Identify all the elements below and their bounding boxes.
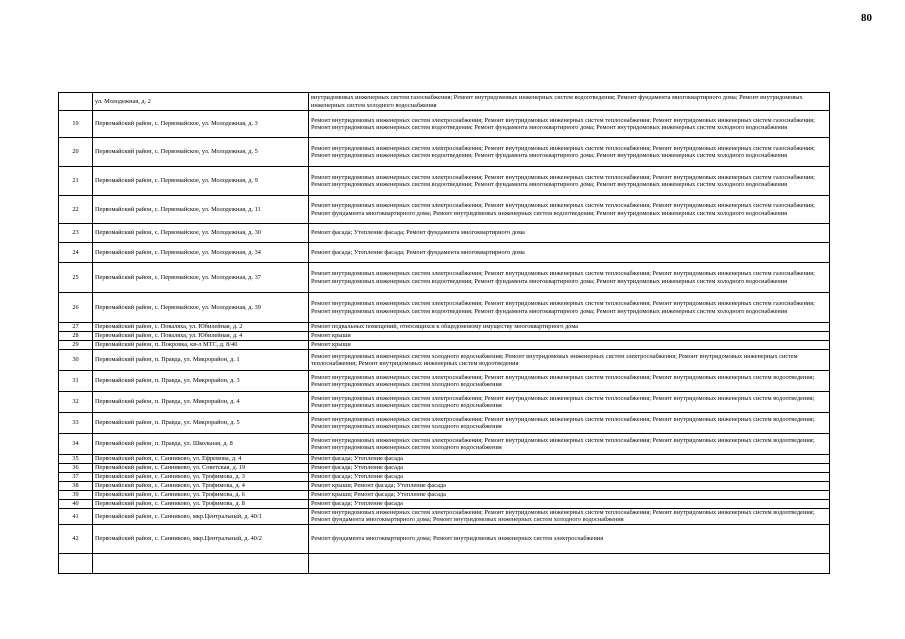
work-types-cell: Ремонт фундамента многоквартирного дома; Ремонт внутридомовых инженерных систем электроснабжения [309, 524, 830, 553]
address-cell: Первомайский район, с. Поваляха, ул. Юбилейная, д. 4 [93, 332, 309, 341]
row-number: 28 [59, 332, 93, 341]
row-number: 40 [59, 500, 93, 509]
table-row [59, 196, 830, 224]
work-types-cell: Ремонт фасада; Утепление фасада [309, 455, 830, 464]
row-number: 24 [59, 243, 93, 263]
table-row [59, 473, 830, 482]
row-number: 37 [59, 473, 93, 482]
table-row [59, 263, 830, 293]
address-cell: Первомайский район, п. Правда, ул. Школьная, д. 8 [93, 434, 309, 455]
work-types-cell: Ремонт фасада; Утепление фасада [309, 500, 830, 509]
work-types-cell: Ремонт внутридомовых инженерных систем электроснабжения; Ремонт внутридомовых инженерных систем теплоснабжения; Ремонт внутридомовых инженерных систем газоснабжения; Ремонт внутридомовых инженерных систем водоотведения; Ремонт фундамента многоквартирного дома; Ремонт внутридомовых инженерных систем холодного водоснабжения [309, 111, 830, 138]
address-cell: Первомайский район, с. Первомайское, ул. Молодежная, д. 3 [93, 111, 309, 138]
table-row [59, 464, 830, 473]
address-cell: Первомайский район, с. Первомайское, ул. Молодежная, д. 37 [93, 263, 309, 293]
row-number: 35 [59, 455, 93, 464]
row-number: 39 [59, 491, 93, 500]
table-row [59, 293, 830, 323]
address-cell: Первомайский район, с. Санниково, ул. Ефремова, д. 4 [93, 455, 309, 464]
row-number: 29 [59, 341, 93, 350]
address-cell: Первомайский район, с. Санниково, ул. Трофимова, д. 3 [93, 473, 309, 482]
address-cell: Первомайский район, с. Санниково, ул. Советская, д. 19 [93, 464, 309, 473]
work-types-cell: Ремонт фасада; Утепление фасада; Ремонт фундамента многоквартирного дома [309, 243, 830, 263]
row-number: 36 [59, 464, 93, 473]
row-number: 38 [59, 482, 93, 491]
work-types-cell: Ремонт внутридомовых инженерных систем электроснабжения; Ремонт внутридомовых инженерных систем теплоснабжения; Ремонт внутридомовых инженерных систем газоснабжения; Ремонт фундамента многоквартирного дома; Ремонт внутридомовых инженерных систем водоотведения; Ремонт внутридомовых инженерных систем холодного водоснабжения [309, 196, 830, 224]
work-types-cell: Ремонт внутридомовых инженерных систем электроснабжения; Ремонт внутридомовых инженерных систем теплоснабжения; Ремонт внутридомовых инженерных систем водоотведения; Ремонт внутридомовых инженерных систем холодного водоснабжения [309, 392, 830, 413]
row-number: 41 [59, 509, 93, 525]
work-types-cell: Ремонт внутридомовых инженерных систем электроснабжения; Ремонт внутридомовых инженерных систем теплоснабжения; Ремонт внутридомовых инженерных систем водоотведения; Ремонт внутридомовых инженерных систем холодного водоснабжения [309, 434, 830, 455]
address-cell: Первомайский район, с. Первомайское, ул. Молодежная, д. 11 [93, 196, 309, 224]
work-types-cell: Ремонт внутридомовых инженерных систем электроснабжения; Ремонт внутридомовых инженерных систем теплоснабжения; Ремонт внутридомовых инженерных систем газоснабжения; Ремонт внутридомовых инженерных систем водоотведения; Ремонт фундамента многоквартирного дома; Ремонт внутридомовых инженерных систем холодного водоснабжения [309, 293, 830, 323]
row-number: 31 [59, 371, 93, 392]
row-number: 21 [59, 167, 93, 196]
work-types-cell: Ремонт подвальных помещений, относящихся к общедомовому имуществу многоквартирного дома [309, 323, 830, 332]
work-types-cell: Ремонт крыши; Ремонт фасада; Утепление фасада [309, 491, 830, 500]
work-types-cell: Ремонт крыши [309, 341, 830, 350]
work-types-cell: внутридомовых инженерных систем газоснабжения; Ремонт внутридомовых инженерных систем водоотведения; Ремонт фундамента многоквартирного дома; Ремонт внутридомовых инженерных систем холодного водоснабжения [309, 93, 830, 111]
table-row [59, 167, 830, 196]
table-row [59, 482, 830, 491]
work-types-cell: Ремонт внутридомовых инженерных систем электроснабжения; Ремонт внутридомовых инженерных систем теплоснабжения; Ремонт внутридомовых инженерных систем газоснабжения; Ремонт внутридомовых инженерных систем водоотведения; Ремонт фундамента многоквартирного дома; Ремонт внутридомовых инженерных систем холодного водоснабжения [309, 167, 830, 196]
row-number: 27 [59, 323, 93, 332]
table-row [59, 553, 830, 573]
address-cell: Первомайский район, с. Первомайское, ул. Молодежная, д. 9 [93, 167, 309, 196]
address-cell: Первомайский район, с. Санниково, мкр.Центральный, д. 40/1 [93, 509, 309, 525]
table-body [59, 93, 830, 574]
work-types-cell [309, 553, 830, 573]
address-cell: ул. Молодежная, д. 2 [93, 93, 309, 111]
address-cell: Первомайский район, с. Первомайское, ул. Молодежная, д. 34 [93, 243, 309, 263]
table-row [59, 111, 830, 138]
address-cell: Первомайский район, с. Санниково, ул. Трофимова, д. 4 [93, 482, 309, 491]
row-number [59, 93, 93, 111]
row-number: 20 [59, 138, 93, 167]
work-types-cell: Ремонт внутридомовых инженерных систем электроснабжения; Ремонт внутридомовых инженерных систем теплоснабжения; Ремонт внутридомовых инженерных систем водоотведения; Ремонт внутридомовых инженерных систем холодного водоснабжения [309, 371, 830, 392]
table-row [59, 224, 830, 243]
table-row [59, 392, 830, 413]
table-row [59, 491, 830, 500]
work-types-cell: Ремонт фасада; Утепление фасада; Ремонт фундамента многоквартирного дома [309, 224, 830, 243]
table-row [59, 93, 830, 111]
row-number: 26 [59, 293, 93, 323]
table-row [59, 509, 830, 525]
table-row [59, 138, 830, 167]
address-cell: Первомайский район, с. Санниково, ул. Трофимова, д. 6 [93, 491, 309, 500]
table-row [59, 341, 830, 350]
address-cell: Первомайский район, п. Правда, ул. Микрорайон, д. 1 [93, 350, 309, 371]
address-cell: Первомайский район, п. Правда, ул. Микрорайон, д. 5 [93, 413, 309, 434]
work-types-cell: Ремонт крыши [309, 332, 830, 341]
address-cell: Первомайский район, с. Первомайское, ул. Молодежная, д. 5 [93, 138, 309, 167]
row-number: 22 [59, 196, 93, 224]
address-cell [93, 553, 309, 573]
address-cell: Первомайский район, с. Первомайское, ул. Молодежная, д. 39 [93, 293, 309, 323]
table-row [59, 332, 830, 341]
work-types-cell: Ремонт фасада; Утепление фасада [309, 473, 830, 482]
table-row [59, 524, 830, 553]
work-types-cell: Ремонт внутридомовых инженерных систем электроснабжения; Ремонт внутридомовых инженерных систем теплоснабжения; Ремонт внутридомовых инженерных систем газоснабжения; Ремонт внутридомовых инженерных систем водоотведения; Ремонт фундамента многоквартирного дома; Ремонт внутридомовых инженерных систем холодного водоснабжения [309, 138, 830, 167]
row-number: 30 [59, 350, 93, 371]
work-types-cell: Ремонт внутридомовых инженерных систем холодного водоснабжения; Ремонт внутридомовых инженерных систем электроснабжения; Ремонт внутридомовых инженерных систем теплоснабжения; Ремонт внутридомовых инженерных систем водоотведения [309, 350, 830, 371]
address-cell: Первомайский район, с. Первомайское, ул. Молодежная, д. 30 [93, 224, 309, 243]
row-number: 23 [59, 224, 93, 243]
row-number: 42 [59, 524, 93, 553]
table-row [59, 413, 830, 434]
work-types-cell: Ремонт фасада; Утепление фасада [309, 464, 830, 473]
table-row [59, 371, 830, 392]
repair-works-table [58, 92, 830, 574]
row-number [59, 553, 93, 573]
row-number: 32 [59, 392, 93, 413]
work-types-cell: Ремонт крыши; Ремонт фасада; Утепление фасада [309, 482, 830, 491]
table-row [59, 323, 830, 332]
row-number: 33 [59, 413, 93, 434]
table-row [59, 500, 830, 509]
table-row [59, 243, 830, 263]
address-cell: Первомайский район, с. Санниково, ул. Трофимова, д. 8 [93, 500, 309, 509]
table-row [59, 455, 830, 464]
address-cell: Первомайский район, п. Правда, ул. Микрорайон, д. 4 [93, 392, 309, 413]
row-number: 19 [59, 111, 93, 138]
row-number: 25 [59, 263, 93, 293]
work-types-cell: Ремонт внутридомовых инженерных систем электроснабжения; Ремонт внутридомовых инженерных систем теплоснабжения; Ремонт внутридомовых инженерных систем водоотведения; Ремонт внутридомовых инженерных систем холодного водоснабжения [309, 413, 830, 434]
table-row [59, 350, 830, 371]
work-types-cell: Ремонт внутридомовых инженерных систем электроснабжения; Ремонт внутридомовых инженерных систем теплоснабжения; Ремонт внутридомовых инженерных систем водоотведения; Ремонт фундамента многоквартирного дома; Ремонт внутридомовых инженерных систем холодного водоснабжения [309, 509, 830, 525]
work-types-cell: Ремонт внутридомовых инженерных систем электроснабжения; Ремонт внутридомовых инженерных систем теплоснабжения; Ремонт внутридомовых инженерных систем газоснабжения; Ремонт внутридомовых инженерных систем водоотведения; Ремонт фундамента многоквартирного дома; Ремонт внутридомовых инженерных систем холодного водоснабжения [309, 263, 830, 293]
row-number: 34 [59, 434, 93, 455]
address-cell: Первомайский район, п. Покровка, кв-л МТС, д. 8/40 [93, 341, 309, 350]
table-row [59, 434, 830, 455]
address-cell: Первомайский район, с. Поваляха, ул. Юбилейная, д. 2 [93, 323, 309, 332]
address-cell: Первомайский район, п. Правда, ул. Микрорайон, д. 3 [93, 371, 309, 392]
address-cell: Первомайский район, с. Санниково, мкр.Центральный, д. 40/2 [93, 524, 309, 553]
page-number: 80 [861, 12, 872, 24]
